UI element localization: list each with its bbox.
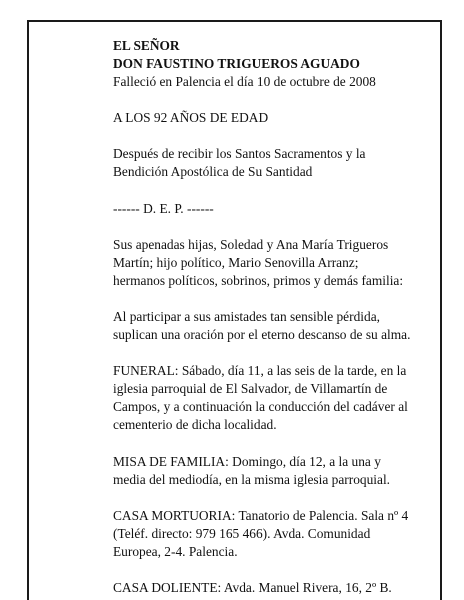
request-line: Al participar a sus amistades tan sensible pérdida, (113, 308, 380, 324)
frame-right-border (440, 20, 442, 600)
family-line: hermanos políticos, sobrinos, primos y demás familia: (113, 272, 404, 288)
mourning-house-block (113, 579, 418, 597)
death-notice: Falleció en Palencia el día 10 de octubre de 2008 (113, 74, 376, 90)
dep-line: ------ D. E. P. ------ (113, 200, 214, 216)
frame-left-border (27, 20, 29, 600)
mass-line: media del mediodía, en la misma iglesia parroquial. (113, 471, 391, 487)
title-line: EL SEÑOR (113, 38, 180, 53)
funeral-block (113, 362, 418, 434)
mass-block (113, 453, 418, 489)
funeral-line: FUNERAL: Sábado, día 11, a las seis de la tarde, en la (113, 363, 407, 379)
family-line: Sus apenadas hijas, Soledad y Ana María Trigueros (113, 236, 389, 252)
mortuary-line: (Teléf. directo: 979 165 466). Avda. Comunidad (113, 525, 371, 541)
obituary-text (113, 37, 418, 600)
request-block (113, 308, 418, 344)
frame-top-border (27, 20, 442, 22)
mortuary-line: Europea, 2-4. Palencia. (113, 543, 238, 559)
age-block (113, 109, 418, 127)
request-line: suplican una oración por el eterno descanso de su alma. (113, 327, 411, 343)
mass-line: MISA DE FAMILIA: Domingo, día 12, a la una y (113, 453, 381, 469)
family-block (113, 236, 418, 290)
funeral-line: Campos, y a continuación la conducción del cadáver al (113, 399, 408, 415)
header-block (113, 37, 418, 91)
mourning-house-line: CASA DOLIENTE: Avda. Manuel Rivera, 16, 2º B. (113, 579, 392, 595)
dep-block (113, 200, 418, 218)
funeral-line: iglesia parroquial de El Salvador, de Villamartín de (113, 381, 388, 397)
age-line: A LOS 92 AÑOS DE EDAD (113, 110, 269, 126)
sacraments-block (113, 145, 418, 181)
family-line: Martín; hijo político, Mario Senovilla Arranz; (113, 254, 359, 270)
mortuary-line: CASA MORTUORIA: Tanatorio de Palencia. Sala nº 4 (113, 507, 409, 523)
sacraments-line: Después de recibir los Santos Sacramentos y la (113, 146, 366, 162)
deceased-name: DON FAUSTINO TRIGUEROS AGUADO (113, 56, 360, 72)
sacraments-line: Bendición Apostólica de Su Santidad (113, 164, 313, 180)
mortuary-block (113, 507, 418, 561)
funeral-line: cementerio de dicha localidad. (113, 417, 277, 433)
